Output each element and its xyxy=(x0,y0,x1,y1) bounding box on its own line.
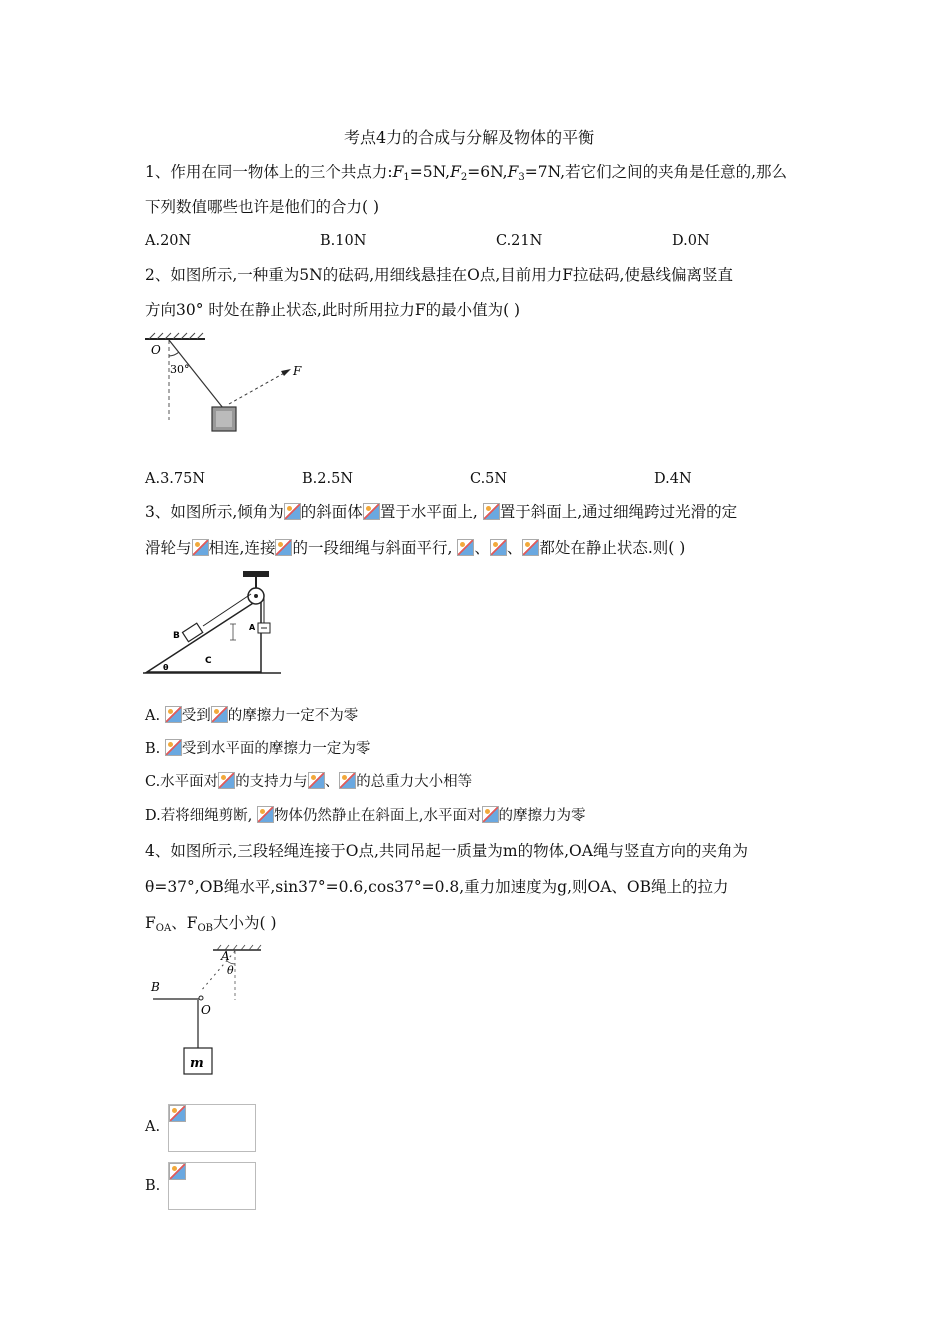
q1-line2: 下列数值哪些也许是他们的合力( ) xyxy=(145,198,380,216)
broken-image-icon xyxy=(457,539,474,556)
page-title: 考点4力的合成与分解及物体的平衡 xyxy=(344,128,595,147)
broken-image-icon xyxy=(308,772,325,789)
broken-image-icon xyxy=(339,772,356,789)
q3-option-d: D.若将细绳剪断, 物体仍然静止在斜面上,水平面对 的摩擦力为零 xyxy=(145,808,586,824)
q4-fig-label-b: B xyxy=(151,980,160,994)
broken-image-icon xyxy=(522,539,539,556)
q4-option-b-label: B. xyxy=(145,1178,161,1194)
q3-fig-label-c: C xyxy=(205,656,212,666)
broken-image-icon xyxy=(165,739,182,756)
q2-fig-label-f: F xyxy=(293,364,302,378)
broken-image-icon xyxy=(218,772,235,789)
q4-fig-label-m: m xyxy=(190,1056,204,1071)
broken-image-icon xyxy=(192,539,209,556)
broken-image-icon xyxy=(257,806,274,823)
q2-option-a: A.3.75N xyxy=(145,471,206,487)
q3-option-c: C.水平面对 的支持力与 、 的总重力大小相等 xyxy=(145,774,473,790)
q2-option-c: C.5N xyxy=(470,471,508,487)
q1-option-c: C.21N xyxy=(496,233,543,249)
broken-image-icon xyxy=(169,1163,186,1180)
q2-line1: 2、如图所示,一种重为5N的砝码,用细线悬挂在O点,目前用力F拉砝码,使悬线偏离竖直 xyxy=(145,266,733,284)
broken-image-icon xyxy=(483,503,500,520)
q4-option-b-image xyxy=(168,1162,256,1210)
broken-image-icon xyxy=(363,503,380,520)
broken-image-icon xyxy=(490,539,507,556)
q4-fig-label-theta: θ xyxy=(227,964,234,977)
q3-line1: 3、如图所示,倾角为 的斜面体 置于水平面上, 置于斜面上,通过细绳跨过光滑的定 xyxy=(145,503,738,521)
broken-image-icon xyxy=(211,706,228,723)
q3-option-a: A. 受到 的摩擦力一定不为零 xyxy=(145,708,359,724)
q3-fig-label-a: A xyxy=(249,623,256,632)
q3-fig-label-theta: θ xyxy=(163,663,169,672)
q3-option-b: B. 受到水平面的摩擦力一定为零 xyxy=(145,741,371,757)
q2-fig-label-o: O xyxy=(151,343,161,357)
q2-option-b: B.2.5N xyxy=(302,471,354,487)
q2-fig-label-angle: 30° xyxy=(170,363,190,376)
broken-image-icon xyxy=(165,706,182,723)
q3-figure xyxy=(143,568,283,678)
q1-option-d: D.0N xyxy=(672,233,710,249)
q4-figure xyxy=(143,940,273,1080)
q3-fig-label-b: B xyxy=(173,631,180,641)
broken-image-icon xyxy=(169,1105,186,1122)
q1-option-b: B.10N xyxy=(320,233,367,249)
broken-image-icon xyxy=(284,503,301,520)
q4-option-a-label: A. xyxy=(145,1119,161,1135)
q4-fig-label-o: O xyxy=(201,1003,211,1017)
q1-line1: 1、作用在同一物体上的三个共点力$:F_1=5N,F_2=6N,F_3=7N$,若它们之间的夹角是任意的,那么 xyxy=(145,163,788,183)
q2-option-d: D.4N xyxy=(654,471,692,487)
q2-figure xyxy=(143,332,313,437)
broken-image-icon xyxy=(275,539,292,556)
q4-line2: θ=37°,OB绳水平,sin37°=0.6,cos37°=0.8,重力加速度为g,则OA、OB绳上的拉力 xyxy=(145,878,729,896)
q4-fig-label-a: A xyxy=(221,949,230,963)
q4-line1: 4、如图所示,三段轻绳连接于O点,共同吊起一质量为m的物体,OA绳与竖直方向的夹角为 xyxy=(145,842,748,860)
broken-image-icon xyxy=(482,806,499,823)
q1-option-a: A.20N xyxy=(145,233,192,249)
q3-line2: 滑轮与 相连,连接 的一段细绳与斜面平行, 、 、 都处在静止状态.则( ) xyxy=(145,539,686,557)
q4-line3: $F_{OA}$、$F_{OB}$大小为( ) xyxy=(145,914,277,934)
q4-option-a-image xyxy=(168,1104,256,1152)
q2-line2: 方向30° 时处在静止状态,此时所用拉力F的最小值为( ) xyxy=(145,301,521,319)
